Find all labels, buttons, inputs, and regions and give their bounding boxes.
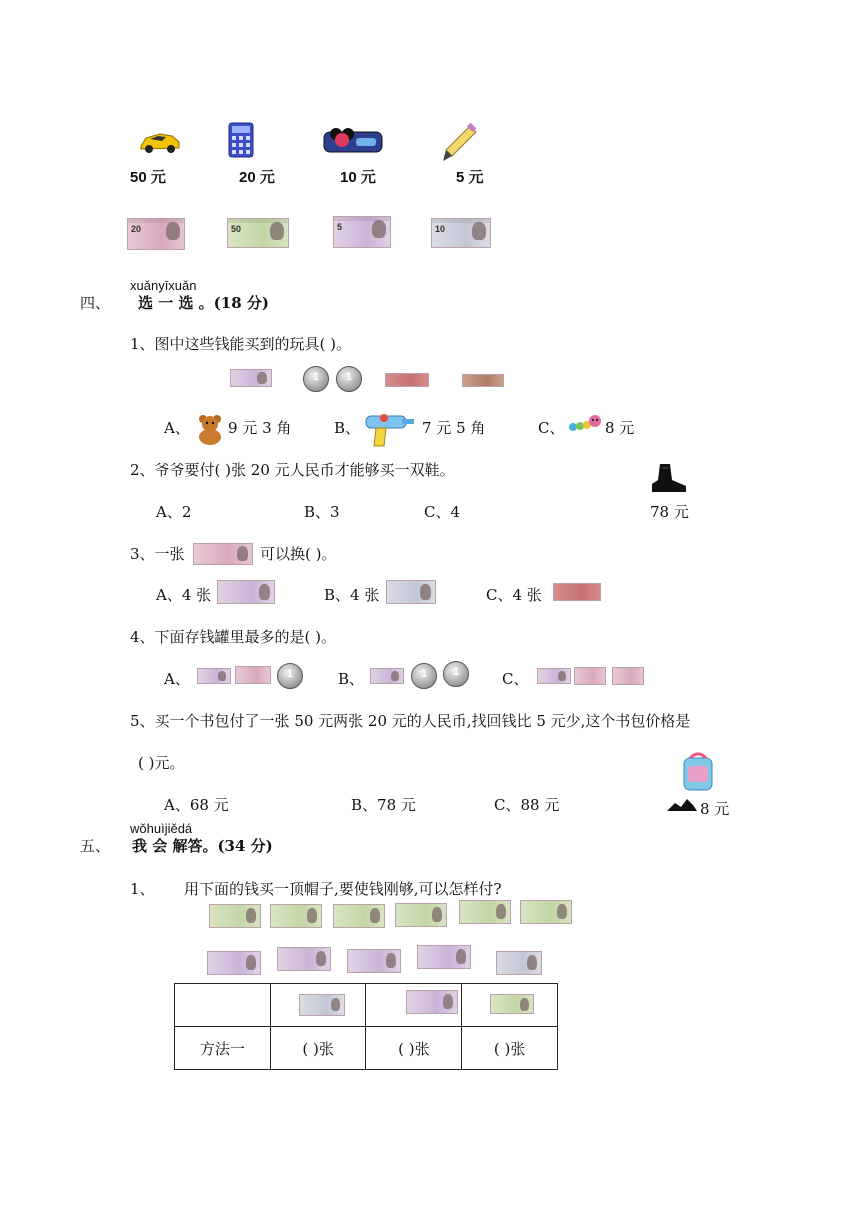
q3-text-before: 3、一张 [130,545,185,563]
pile-banknote-10 [496,951,542,975]
pile-banknote-5-4 [417,945,471,969]
method1-cell-50[interactable]: ( )张 [462,1027,558,1070]
pile-banknote-50-2 [270,904,322,928]
q4-b-coin-1: 1 [411,663,437,689]
q2-option-b[interactable]: B、3 [304,503,340,521]
pencil-case-image [322,126,384,156]
q1-option-b-label[interactable]: B、 [334,419,361,437]
method1-label: 方法一 [175,1027,271,1070]
q3-b-banknote-10 [386,580,436,604]
s5-q1-number: 1、 [130,880,155,898]
q5-option-b[interactable]: B、78 元 [351,796,416,814]
q3-c-banknote-1 [553,583,601,601]
teddy-bear-image [195,413,225,445]
q4-c-banknote-5 [537,668,571,684]
schoolbag-shadow [665,797,699,813]
banknote-20: 20 [127,218,185,250]
banknote-5: 5 [333,216,391,248]
schoolbag-price: 8 元 [700,800,730,818]
header-banknote-5 [406,990,458,1014]
section4-pinyin: xuǎnyīxuǎn [130,278,197,293]
answer-table [174,983,558,1070]
q3-banknote-20 [193,543,253,565]
pile-banknote-50-1 [209,904,261,928]
pile-banknote-50-5 [459,900,511,924]
toy-caterpillar-image [568,411,604,435]
pile-banknote-50-6 [520,900,572,924]
q4-option-b[interactable]: B、 [338,670,365,688]
q5-text2: ( )元。 [138,754,185,772]
schoolbag-image [678,752,718,792]
section5-pinyin: wǒhuìjiědá [130,821,193,836]
q2-option-c[interactable]: C、4 [424,503,461,521]
q3-a-banknote-5 [217,580,275,604]
pile-banknote-5-3 [347,949,401,973]
shoe-image [650,462,688,496]
q1-banknote-1a [385,373,429,387]
car-price: 50 元 [130,169,166,186]
table-corner-cell [175,984,271,1027]
method1-cell-10[interactable]: ( )张 [270,1027,366,1070]
pile-banknote-5-1 [207,951,261,975]
table-header-50yuan [462,984,558,1027]
banknote-50: 50 [227,218,289,248]
calculator-price: 20 元 [239,169,275,186]
q1-option-b-value: 7 元 5 角 [422,419,486,437]
header-banknote-10 [299,994,345,1016]
pencil-case-price: 10 元 [340,169,376,186]
q1-option-c-value: 8 元 [605,419,635,437]
table-row-method1 [175,1027,558,1070]
pile-banknote-50-4 [395,903,447,927]
q1-option-a-value: 9 元 3 角 [228,419,292,437]
table-header-5yuan [366,984,462,1027]
pile-banknote-5-2 [277,947,331,971]
q4-c-banknote-1a [574,667,606,685]
pen-price: 5 元 [456,169,484,186]
q1-coin-1: 1 [303,366,329,392]
header-banknote-50 [490,994,534,1014]
q4-a-coin: 1 [277,663,303,689]
q4-text: 4、下面存钱罐里最多的是( )。 [130,628,337,646]
q1-banknote-5 [230,369,272,387]
q1-option-a-label[interactable]: A、 [164,419,190,437]
method1-cell-5[interactable]: ( )张 [366,1027,462,1070]
q4-a-banknote-1 [235,666,271,684]
q4-b-banknote-5 [370,668,404,684]
pile-banknote-50-3 [333,904,385,928]
calculator-image [228,122,254,158]
q4-b-coin-2: 1 [443,661,469,687]
q4-a-banknote-5 [197,668,231,684]
section4-title: 选 一 选 。(18 分) [138,294,269,312]
water-gun-image [364,410,416,450]
q1-text: 1、图中这些钱能买到的玩具( )。 [130,335,352,353]
section5-number: 五、 [80,837,111,855]
q3-option-b[interactable]: B、4 张 [324,586,380,604]
q4-option-c[interactable]: C、 [502,670,529,688]
q1-option-c-label[interactable]: C、 [538,419,565,437]
s5-q1-text: 用下面的钱买一顶帽子,要使钱刚够,可以怎样付? [184,880,502,898]
table-header-row [175,984,558,1027]
section5-title: 我 会 解答。(34 分) [132,837,273,855]
q2-text: 2、爷爷要付( )张 20 元人民币才能够买一双鞋。 [130,461,455,479]
q5-option-c[interactable]: C、88 元 [494,796,560,814]
q5-option-a[interactable]: A、68 元 [164,796,229,814]
q3-option-c[interactable]: C、4 张 [486,586,542,604]
q1-banknote-1b [462,374,504,387]
q5-text: 5、买一个书包付了一张 50 元两张 20 元的人民币,找回钱比 5 元少,这个书包价格是 [130,712,691,730]
toy-car-image [138,128,182,156]
pen-image [440,122,480,164]
shoe-price: 78 元 [650,503,689,521]
section4-number: 四、 [80,294,111,312]
q3-option-a[interactable]: A、4 张 [156,586,212,604]
q2-option-a[interactable]: A、2 [156,503,192,521]
table-header-10yuan [270,984,366,1027]
q4-c-banknote-1b [612,667,644,685]
q4-option-a[interactable]: A、 [164,670,190,688]
q1-coin-2: 1 [336,366,362,392]
banknote-10: 10 [431,218,491,248]
q3-text-after: 可以换( )。 [260,545,337,563]
